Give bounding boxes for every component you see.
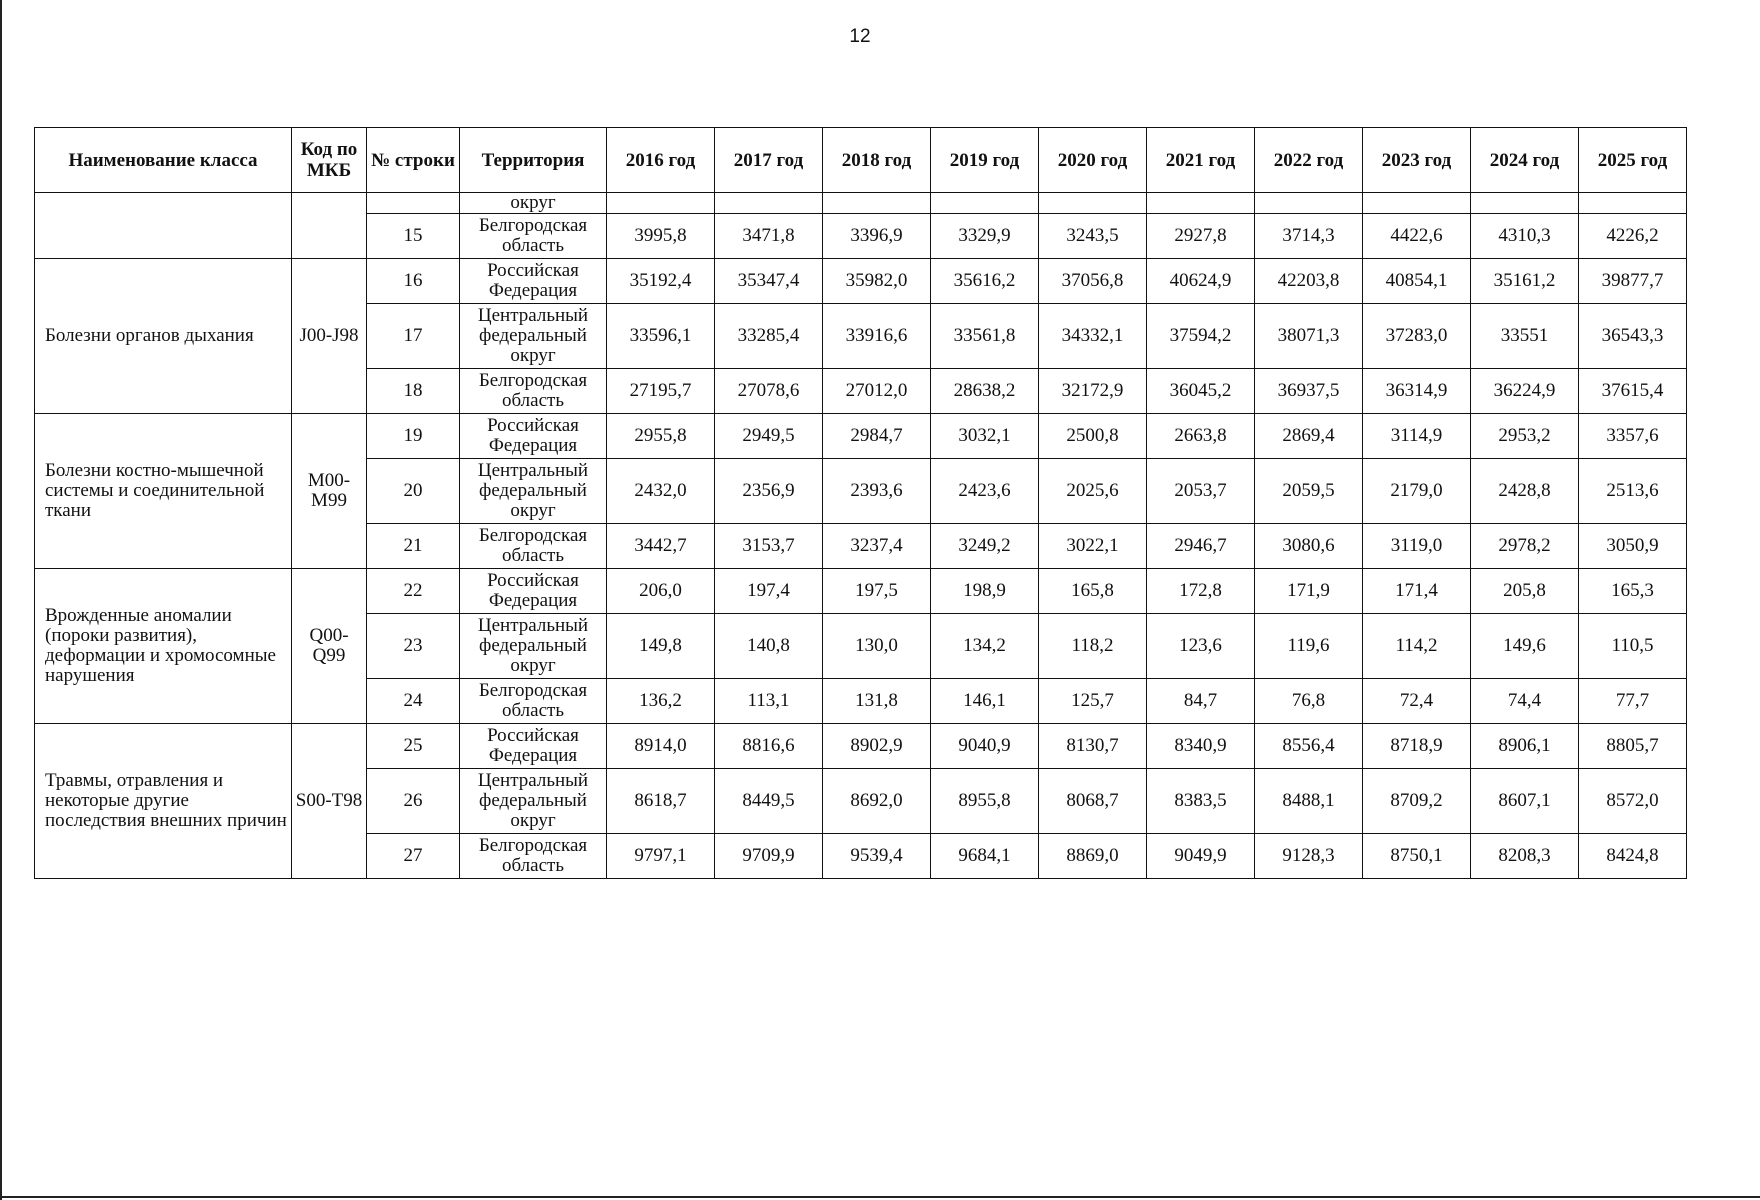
row-number: 22 [367,569,460,614]
year-value: 9797,1 [607,834,715,879]
year-value: 33916,6 [823,304,931,369]
year-value: 2946,7 [1147,524,1255,569]
year-value: 2432,0 [607,459,715,524]
year-value: 8340,9 [1147,724,1255,769]
row-number: 23 [367,614,460,679]
year-value: 4310,3 [1471,214,1579,259]
year-value: 8914,0 [607,724,715,769]
row-number [367,193,460,214]
year-value: 84,7 [1147,679,1255,724]
year-value: 125,7 [1039,679,1147,724]
year-value: 2953,2 [1471,414,1579,459]
year-value: 2059,5 [1255,459,1363,524]
row-number: 15 [367,214,460,259]
year-value: 3243,5 [1039,214,1147,259]
table-row [35,193,1687,214]
row-number: 17 [367,304,460,369]
year-value: 8068,7 [1039,769,1147,834]
year-value: 36543,3 [1579,304,1687,369]
column-header: 2018 год [823,128,931,193]
icd-code: J00-J98 [292,259,367,414]
year-value: 3396,9 [823,214,931,259]
year-value: 2984,7 [823,414,931,459]
table-body [35,193,1687,879]
year-value: 3022,1 [1039,524,1147,569]
year-value: 37283,0 [1363,304,1471,369]
year-value: 110,5 [1579,614,1687,679]
year-value: 8816,6 [715,724,823,769]
year-value: 3471,8 [715,214,823,259]
year-value: 3442,7 [607,524,715,569]
row-number: 19 [367,414,460,459]
year-value: 2869,4 [1255,414,1363,459]
column-header: 2020 год [1039,128,1147,193]
year-value: 8449,5 [715,769,823,834]
scan-edge-left [0,0,2,1200]
year-value: 172,8 [1147,569,1255,614]
table-row [35,414,1687,459]
year-value: 136,2 [607,679,715,724]
year-value: 3329,9 [931,214,1039,259]
year-value: 33551 [1471,304,1579,369]
year-value: 8955,8 [931,769,1039,834]
row-number: 21 [367,524,460,569]
year-value: 165,8 [1039,569,1147,614]
column-header: Код по МКБ [292,128,367,193]
year-value: 8692,0 [823,769,931,834]
year-value: 35192,4 [607,259,715,304]
icd-code: M00-M99 [292,414,367,569]
row-number: 27 [367,834,460,879]
year-value: 134,2 [931,614,1039,679]
year-value: 8906,1 [1471,724,1579,769]
disease-class-name [35,193,292,259]
territory: Российская Федерация [460,259,607,304]
year-value: 8208,3 [1471,834,1579,879]
territory: Центральный федеральный округ [460,769,607,834]
territory: Центральный федеральный округ [460,304,607,369]
year-value [1039,193,1147,214]
year-value: 37056,8 [1039,259,1147,304]
year-value [1471,193,1579,214]
year-value: 3995,8 [607,214,715,259]
territory: Белгородская область [460,834,607,879]
table-row [35,259,1687,304]
year-value: 35347,4 [715,259,823,304]
row-number: 16 [367,259,460,304]
year-value: 33561,8 [931,304,1039,369]
icd-code [292,193,367,259]
year-value: 2513,6 [1579,459,1687,524]
territory: Российская Федерация [460,569,607,614]
year-value: 9539,4 [823,834,931,879]
year-value: 8488,1 [1255,769,1363,834]
year-value: 3032,1 [931,414,1039,459]
year-value: 3080,6 [1255,524,1363,569]
territory: Белгородская область [460,524,607,569]
year-value: 35982,0 [823,259,931,304]
statistics-table [34,127,1687,879]
column-header: 2025 год [1579,128,1687,193]
year-value [1255,193,1363,214]
year-value: 76,8 [1255,679,1363,724]
column-header: 2016 год [607,128,715,193]
year-value: 36045,2 [1147,369,1255,414]
year-value: 8902,9 [823,724,931,769]
year-value: 165,3 [1579,569,1687,614]
year-value: 2393,6 [823,459,931,524]
year-value: 8572,0 [1579,769,1687,834]
territory: Центральный федеральный округ [460,459,607,524]
disease-class-name: Болезни костно-мышечной системы и соединительной ткани [35,414,292,569]
year-value: 198,9 [931,569,1039,614]
year-value: 2356,9 [715,459,823,524]
year-value: 171,4 [1363,569,1471,614]
year-value: 140,8 [715,614,823,679]
year-value: 2927,8 [1147,214,1255,259]
year-value: 197,4 [715,569,823,614]
year-value: 2978,2 [1471,524,1579,569]
territory: округ [460,193,607,214]
year-value: 74,4 [1471,679,1579,724]
year-value: 3119,0 [1363,524,1471,569]
year-value [607,193,715,214]
year-value [931,193,1039,214]
disease-class-name: Врожденные аномалии (пороки развития), деформации и хромосомные нарушения [35,569,292,724]
year-value: 123,6 [1147,614,1255,679]
year-value: 2423,6 [931,459,1039,524]
table-row [35,569,1687,614]
year-value: 171,9 [1255,569,1363,614]
year-value: 113,1 [715,679,823,724]
year-value: 40624,9 [1147,259,1255,304]
territory: Белгородская область [460,369,607,414]
year-value [1363,193,1471,214]
year-value: 9128,3 [1255,834,1363,879]
year-value: 38071,3 [1255,304,1363,369]
year-value: 2955,8 [607,414,715,459]
territory: Центральный федеральный округ [460,614,607,679]
column-header: 2023 год [1363,128,1471,193]
row-number: 20 [367,459,460,524]
year-value: 3237,4 [823,524,931,569]
year-value: 8718,9 [1363,724,1471,769]
year-value: 27195,7 [607,369,715,414]
year-value: 118,2 [1039,614,1147,679]
year-value: 27078,6 [715,369,823,414]
year-value: 33285,4 [715,304,823,369]
row-number: 18 [367,369,460,414]
year-value: 2500,8 [1039,414,1147,459]
year-value: 40854,1 [1363,259,1471,304]
year-value: 149,8 [607,614,715,679]
year-value: 9684,1 [931,834,1039,879]
year-value: 2949,5 [715,414,823,459]
year-value: 3357,6 [1579,414,1687,459]
year-value: 2428,8 [1471,459,1579,524]
territory: Белгородская область [460,679,607,724]
icd-code: Q00-Q99 [292,569,367,724]
territory: Российская Федерация [460,414,607,459]
column-header: Наименование класса [35,128,292,193]
year-value: 37615,4 [1579,369,1687,414]
year-value: 27012,0 [823,369,931,414]
table-header-row [35,128,1687,193]
year-value: 42203,8 [1255,259,1363,304]
year-value: 77,7 [1579,679,1687,724]
row-number: 24 [367,679,460,724]
year-value: 146,1 [931,679,1039,724]
year-value: 34332,1 [1039,304,1147,369]
scan-edge-bottom [0,1196,1760,1198]
year-value: 131,8 [823,679,931,724]
year-value: 8869,0 [1039,834,1147,879]
page-number: 12 [849,26,871,47]
year-value [1579,193,1687,214]
column-header: 2021 год [1147,128,1255,193]
year-value [1147,193,1255,214]
year-value: 37594,2 [1147,304,1255,369]
year-value: 8709,2 [1363,769,1471,834]
column-header: 2019 год [931,128,1039,193]
year-value: 3114,9 [1363,414,1471,459]
year-value: 8750,1 [1363,834,1471,879]
year-value: 9049,9 [1147,834,1255,879]
year-value: 4422,6 [1363,214,1471,259]
year-value: 8805,7 [1579,724,1687,769]
year-value: 35161,2 [1471,259,1579,304]
year-value: 28638,2 [931,369,1039,414]
year-value: 205,8 [1471,569,1579,614]
territory: Российская Федерация [460,724,607,769]
territory: Белгородская область [460,214,607,259]
year-value: 2053,7 [1147,459,1255,524]
year-value: 3153,7 [715,524,823,569]
year-value [823,193,931,214]
year-value: 206,0 [607,569,715,614]
column-header: Территория [460,128,607,193]
year-value [715,193,823,214]
row-number: 25 [367,724,460,769]
year-value: 8618,7 [607,769,715,834]
column-header: 2017 год [715,128,823,193]
column-header: 2022 год [1255,128,1363,193]
disease-class-name: Болезни органов дыхания [35,259,292,414]
year-value: 149,6 [1471,614,1579,679]
year-value: 130,0 [823,614,931,679]
year-value: 114,2 [1363,614,1471,679]
year-value: 8607,1 [1471,769,1579,834]
row-number: 26 [367,769,460,834]
year-value: 39877,7 [1579,259,1687,304]
year-value: 36314,9 [1363,369,1471,414]
year-value: 35616,2 [931,259,1039,304]
year-value: 36224,9 [1471,369,1579,414]
disease-class-name: Травмы, отравления и некоторые другие последствия внешних причин [35,724,292,879]
icd-code: S00-T98 [292,724,367,879]
year-value: 32172,9 [1039,369,1147,414]
year-value: 4226,2 [1579,214,1687,259]
year-value: 2179,0 [1363,459,1471,524]
column-header: 2024 год [1471,128,1579,193]
year-value: 8383,5 [1147,769,1255,834]
year-value: 9709,9 [715,834,823,879]
column-header: № строки [367,128,460,193]
year-value: 2663,8 [1147,414,1255,459]
year-value: 119,6 [1255,614,1363,679]
year-value: 72,4 [1363,679,1471,724]
year-value: 3249,2 [931,524,1039,569]
year-value: 36937,5 [1255,369,1363,414]
year-value: 8424,8 [1579,834,1687,879]
year-value: 9040,9 [931,724,1039,769]
year-value: 3714,3 [1255,214,1363,259]
year-value: 33596,1 [607,304,715,369]
table-row [35,724,1687,769]
year-value: 3050,9 [1579,524,1687,569]
year-value: 2025,6 [1039,459,1147,524]
year-value: 197,5 [823,569,931,614]
year-value: 8130,7 [1039,724,1147,769]
year-value: 8556,4 [1255,724,1363,769]
